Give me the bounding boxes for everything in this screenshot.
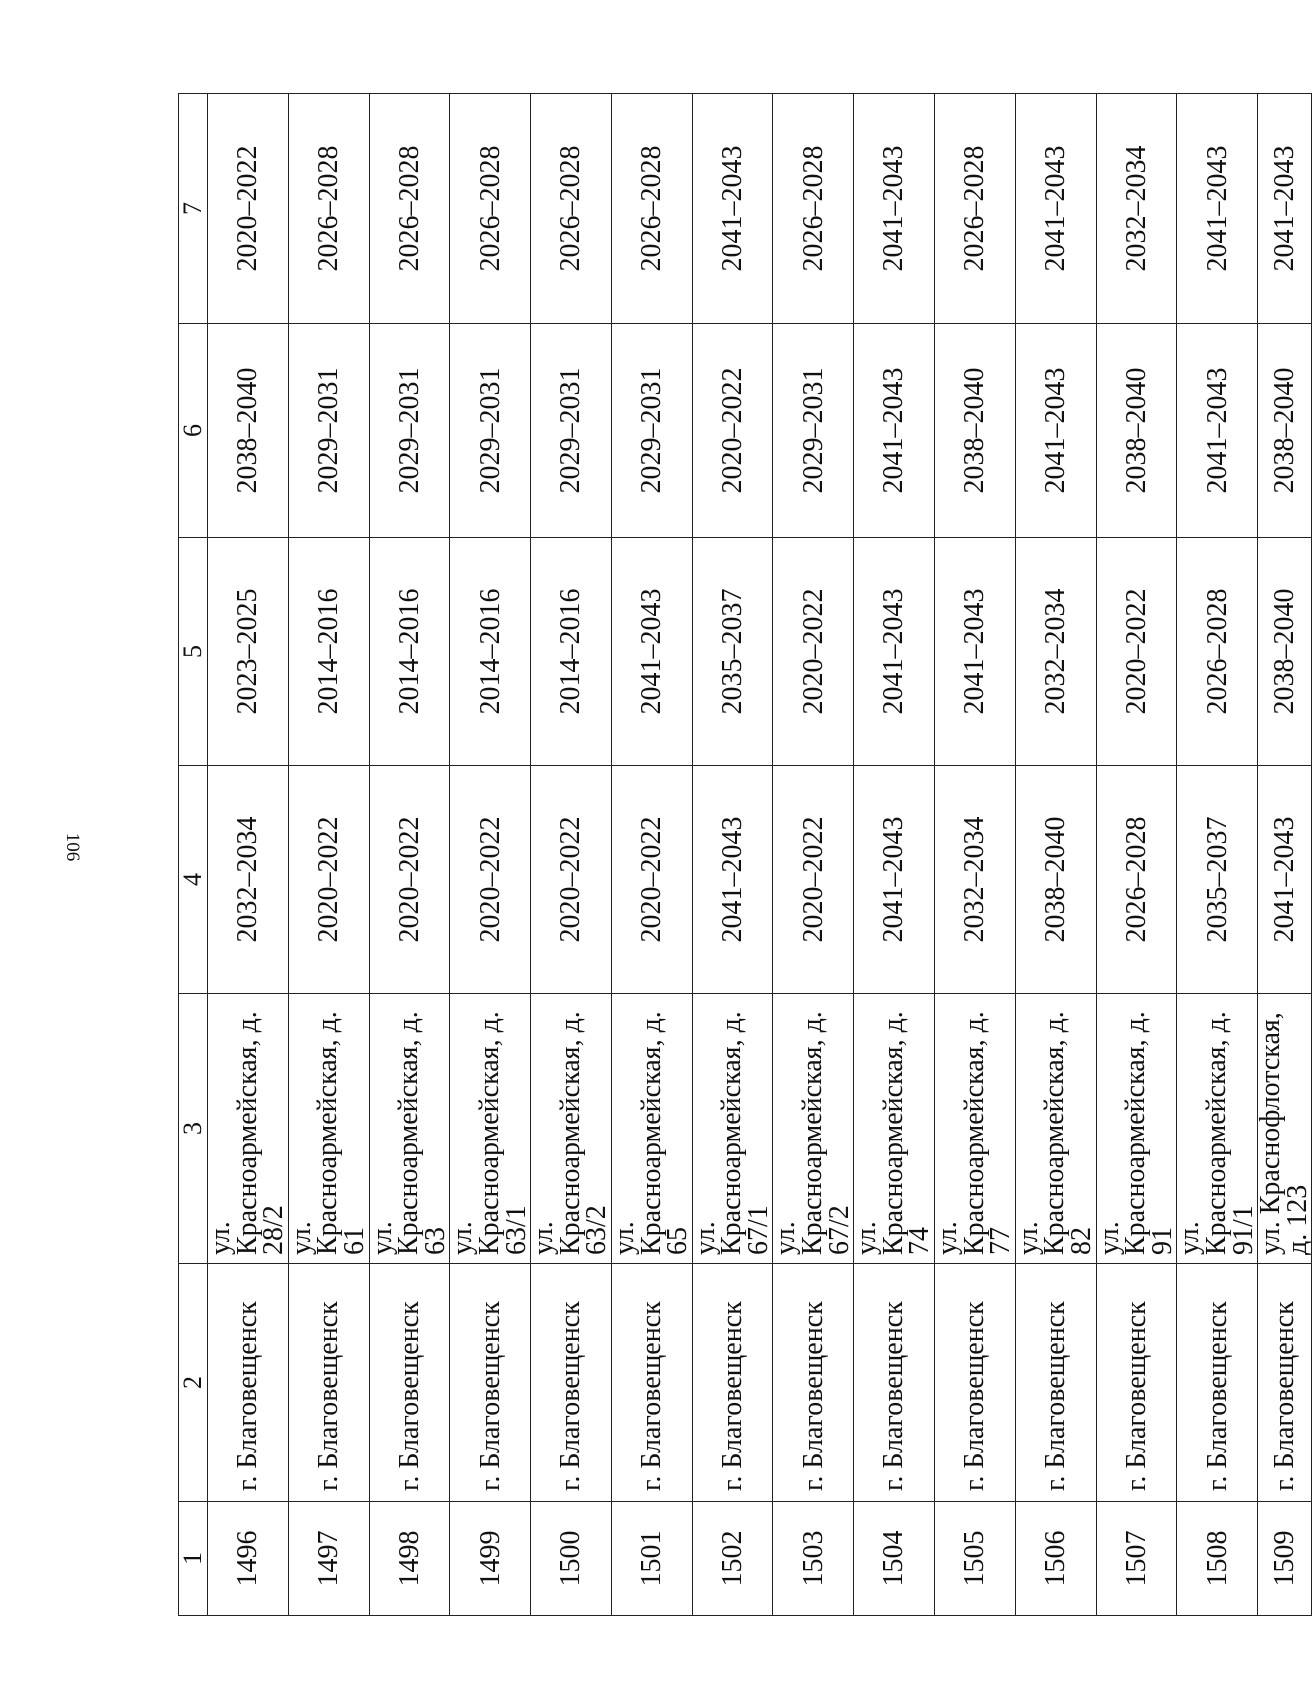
- table-row: [935, 94, 1016, 1616]
- cell-city: г. Благовещенск: [1177, 1264, 1258, 1502]
- cell-record-number: 1507: [1096, 1502, 1177, 1616]
- table-row: [450, 94, 531, 1616]
- cell-period: 2020–2022: [369, 766, 450, 994]
- cell-period: 2032–2034: [1096, 94, 1177, 324]
- column-header: 1: [179, 1502, 208, 1616]
- cell-period: 2020–2022: [773, 766, 854, 994]
- cell-period: 2014–2016: [369, 538, 450, 766]
- cell-period: 2032–2034: [208, 766, 289, 994]
- rotated-table-container: [178, 94, 1313, 1616]
- cell-period: 2020–2022: [692, 324, 773, 538]
- cell-address: ул. Красноармейская, д. 63/2: [531, 994, 612, 1264]
- cell-record-number: 1502: [692, 1502, 773, 1616]
- cell-city: г. Благовещенск: [208, 1264, 289, 1502]
- cell-record-number: 1501: [611, 1502, 692, 1616]
- cell-address: ул. Красноармейская, д. 63: [369, 994, 450, 1264]
- table-header-row: [179, 94, 208, 1616]
- cell-period: 2026–2028: [531, 94, 612, 324]
- cell-period: 2041–2043: [854, 94, 935, 324]
- cell-period: 2020–2022: [773, 538, 854, 766]
- table-row: [531, 94, 612, 1616]
- cell-period: 2014–2016: [450, 538, 531, 766]
- cell-record-number: 1508: [1177, 1502, 1258, 1616]
- cell-city: г. Благовещенск: [450, 1264, 531, 1502]
- table-row: [692, 94, 773, 1616]
- cell-period: 2038–2040: [935, 324, 1016, 538]
- cell-period: 2038–2040: [1258, 538, 1312, 766]
- cell-address: ул. Красноармейская, д. 65: [611, 994, 692, 1264]
- cell-period: 2020–2022: [531, 766, 612, 994]
- cell-period: 2020–2022: [208, 94, 289, 324]
- cell-address: ул. Красноармейская, д. 61: [288, 994, 369, 1264]
- table-row: [1177, 94, 1258, 1616]
- cell-address: ул. Красноармейская, д. 63/1: [450, 994, 531, 1264]
- table-row: [208, 94, 289, 1616]
- cell-period: 2026–2028: [935, 94, 1016, 324]
- cell-period: 2041–2043: [1177, 94, 1258, 324]
- cell-period: 2041–2043: [1015, 94, 1096, 324]
- cell-city: г. Благовещенск: [854, 1264, 935, 1502]
- cell-period: 2020–2022: [450, 766, 531, 994]
- cell-period: 2029–2031: [773, 324, 854, 538]
- cell-address: ул. Красноармейская, д. 74: [854, 994, 935, 1264]
- cell-city: г. Благовещенск: [692, 1264, 773, 1502]
- cell-address: ул. Красноармейская, д. 67/1: [692, 994, 773, 1264]
- cell-period: 2029–2031: [450, 324, 531, 538]
- cell-period: 2026–2028: [1177, 538, 1258, 766]
- cell-period: 2041–2043: [611, 538, 692, 766]
- table-row: [369, 94, 450, 1616]
- cell-city: г. Благовещенск: [369, 1264, 450, 1502]
- cell-period: 2038–2040: [1096, 324, 1177, 538]
- cell-period: 2041–2043: [1177, 324, 1258, 538]
- table-row: [854, 94, 935, 1616]
- cell-period: 2026–2028: [611, 94, 692, 324]
- registry-table: [178, 93, 1312, 1616]
- cell-period: 2032–2034: [1015, 538, 1096, 766]
- column-header: 2: [179, 1264, 208, 1502]
- cell-period: 2026–2028: [450, 94, 531, 324]
- cell-record-number: 1500: [531, 1502, 612, 1616]
- cell-period: 2026–2028: [773, 94, 854, 324]
- cell-record-number: 1498: [369, 1502, 450, 1616]
- cell-record-number: 1503: [773, 1502, 854, 1616]
- cell-address: ул. Красноармейская, д. 91/1: [1177, 994, 1258, 1264]
- cell-period: 2041–2043: [1015, 324, 1096, 538]
- cell-period: 2038–2040: [208, 324, 289, 538]
- cell-record-number: 1505: [935, 1502, 1016, 1616]
- cell-period: 2035–2037: [1177, 766, 1258, 994]
- cell-period: 2014–2016: [288, 538, 369, 766]
- cell-record-number: 1504: [854, 1502, 935, 1616]
- cell-record-number: 1499: [450, 1502, 531, 1616]
- cell-period: 2041–2043: [692, 766, 773, 994]
- cell-address: ул. Красноармейская, д. 67/2: [773, 994, 854, 1264]
- cell-city: г. Благовещенск: [1015, 1264, 1096, 1502]
- cell-city: г. Благовещенск: [531, 1264, 612, 1502]
- column-header: 5: [179, 538, 208, 766]
- cell-period: 2014–2016: [531, 538, 612, 766]
- cell-period: 2026–2028: [1096, 766, 1177, 994]
- cell-period: 2041–2043: [854, 324, 935, 538]
- cell-city: г. Благовещенск: [935, 1264, 1016, 1502]
- table-row: [1015, 94, 1096, 1616]
- cell-period: 2026–2028: [288, 94, 369, 324]
- registry-table-body: [179, 94, 1312, 1616]
- cell-period: 2020–2022: [611, 766, 692, 994]
- page-number: 106: [62, 832, 83, 862]
- cell-record-number: 1496: [208, 1502, 289, 1616]
- table-row: [611, 94, 692, 1616]
- cell-period: 2026–2028: [369, 94, 450, 324]
- cell-period: 2041–2043: [1258, 94, 1312, 324]
- cell-period: 2029–2031: [531, 324, 612, 538]
- cell-record-number: 1509: [1258, 1502, 1312, 1616]
- column-header: 4: [179, 766, 208, 994]
- column-header: 3: [179, 994, 208, 1264]
- cell-record-number: 1497: [288, 1502, 369, 1616]
- table-row: [773, 94, 854, 1616]
- cell-city: г. Благовещенск: [1258, 1264, 1312, 1502]
- cell-city: г. Благовещенск: [773, 1264, 854, 1502]
- cell-address: ул. Красноармейская, д. 77: [935, 994, 1016, 1264]
- table-row: [1258, 94, 1312, 1616]
- cell-period: 2029–2031: [288, 324, 369, 538]
- cell-period: 2029–2031: [611, 324, 692, 538]
- cell-city: г. Благовещенск: [1096, 1264, 1177, 1502]
- cell-period: 2041–2043: [854, 766, 935, 994]
- cell-period: 2038–2040: [1258, 324, 1312, 538]
- column-header: 7: [179, 94, 208, 324]
- cell-address: ул. Красноармейская, д. 91: [1096, 994, 1177, 1264]
- cell-city: г. Благовещенск: [288, 1264, 369, 1502]
- cell-period: 2020–2022: [288, 766, 369, 994]
- cell-period: 2041–2043: [692, 94, 773, 324]
- table-row: [288, 94, 369, 1616]
- cell-period: 2020–2022: [1096, 538, 1177, 766]
- cell-period: 2023–2025: [208, 538, 289, 766]
- cell-period: 2041–2043: [1258, 766, 1312, 994]
- cell-period: 2041–2043: [935, 538, 1016, 766]
- cell-period: 2029–2031: [369, 324, 450, 538]
- cell-city: г. Благовещенск: [611, 1264, 692, 1502]
- cell-period: 2032–2034: [935, 766, 1016, 994]
- cell-address: ул. Краснофлотская, д. 123: [1258, 994, 1312, 1264]
- cell-period: 2041–2043: [854, 538, 935, 766]
- cell-record-number: 1506: [1015, 1502, 1096, 1616]
- cell-period: 2035–2037: [692, 538, 773, 766]
- column-header: 6: [179, 324, 208, 538]
- cell-address: ул. Красноармейская, д. 28/2: [208, 994, 289, 1264]
- cell-address: ул. Красноармейская, д. 82: [1015, 994, 1096, 1264]
- cell-period: 2038–2040: [1015, 766, 1096, 994]
- table-row: [1096, 94, 1177, 1616]
